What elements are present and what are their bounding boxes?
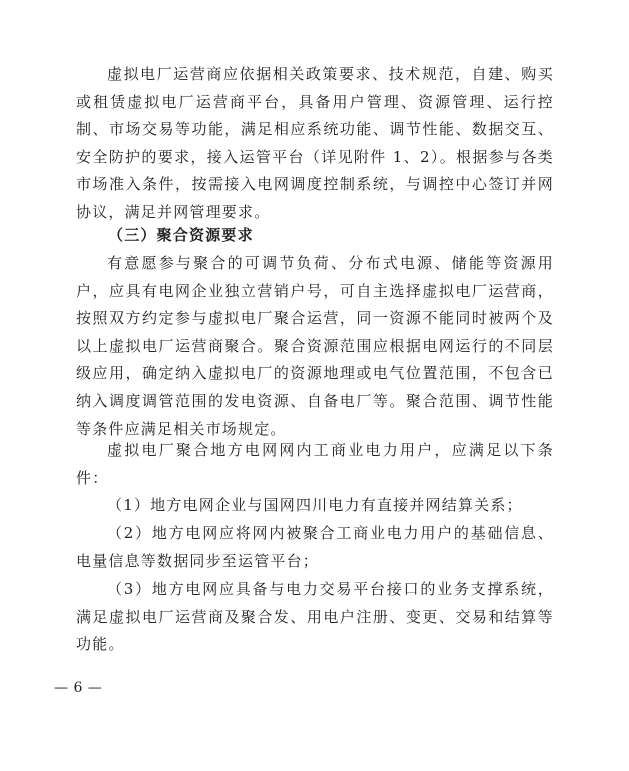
paragraph-operator-platform: 虚拟电厂运营商应依据相关政策要求、技术规范，自建、购买或租赁虚拟电厂运营商平台，具备用户管理、资源管理、运行控制、市场交易等功能，满足相应系统功能、调节性能、数据交互、安全防护的要求，接入运管平台（详见附件 1、2）。根据参与各类市场准入条件，按需接入电网调度控制系统，与调控中心签订并网协议，满足并网管理要求。	[76, 65, 554, 221]
page-number: — 6 —	[54, 680, 103, 696]
paragraph-aggregated-resources: 有意愿参与聚合的可调节负荷、分布式电源、储能等资源用户，应具有电网企业独立营销户号，可自主选择虚拟电厂运营商，按照双方约定参与虚拟电厂聚合运营，同一资源不能同时被两个及以上虚拟电厂运营商聚合。聚合资源范围应根据电网运行的不同层级应用，确定纳入虚拟电厂的资源地理或电气位置范围，不包含已纳入调度调管范围的发电资源、自备电厂等。聚合范围、调节性能等条件应满足相关市场规定。	[76, 254, 554, 438]
condition-item-1: （1）地方电网企业与国网四川电力有直接并网结算关系；	[107, 496, 523, 514]
condition-item-2: （2）地方电网应将网内被聚合工商业电力用户的基础信息、电量信息等数据同步至运管平台；	[76, 524, 554, 570]
condition-item-3: （3）地方电网应具备与电力交易平台接口的业务支撑系统，满足虚拟电厂运营商及聚合发、用电户注册、变更、交易和结算等功能。	[76, 580, 554, 654]
paragraph-local-grid-conditions: 虚拟电厂聚合地方电网网内工商业电力用户，应满足以下条件：	[76, 441, 554, 487]
section-heading: （三）聚合资源要求	[108, 226, 254, 244]
